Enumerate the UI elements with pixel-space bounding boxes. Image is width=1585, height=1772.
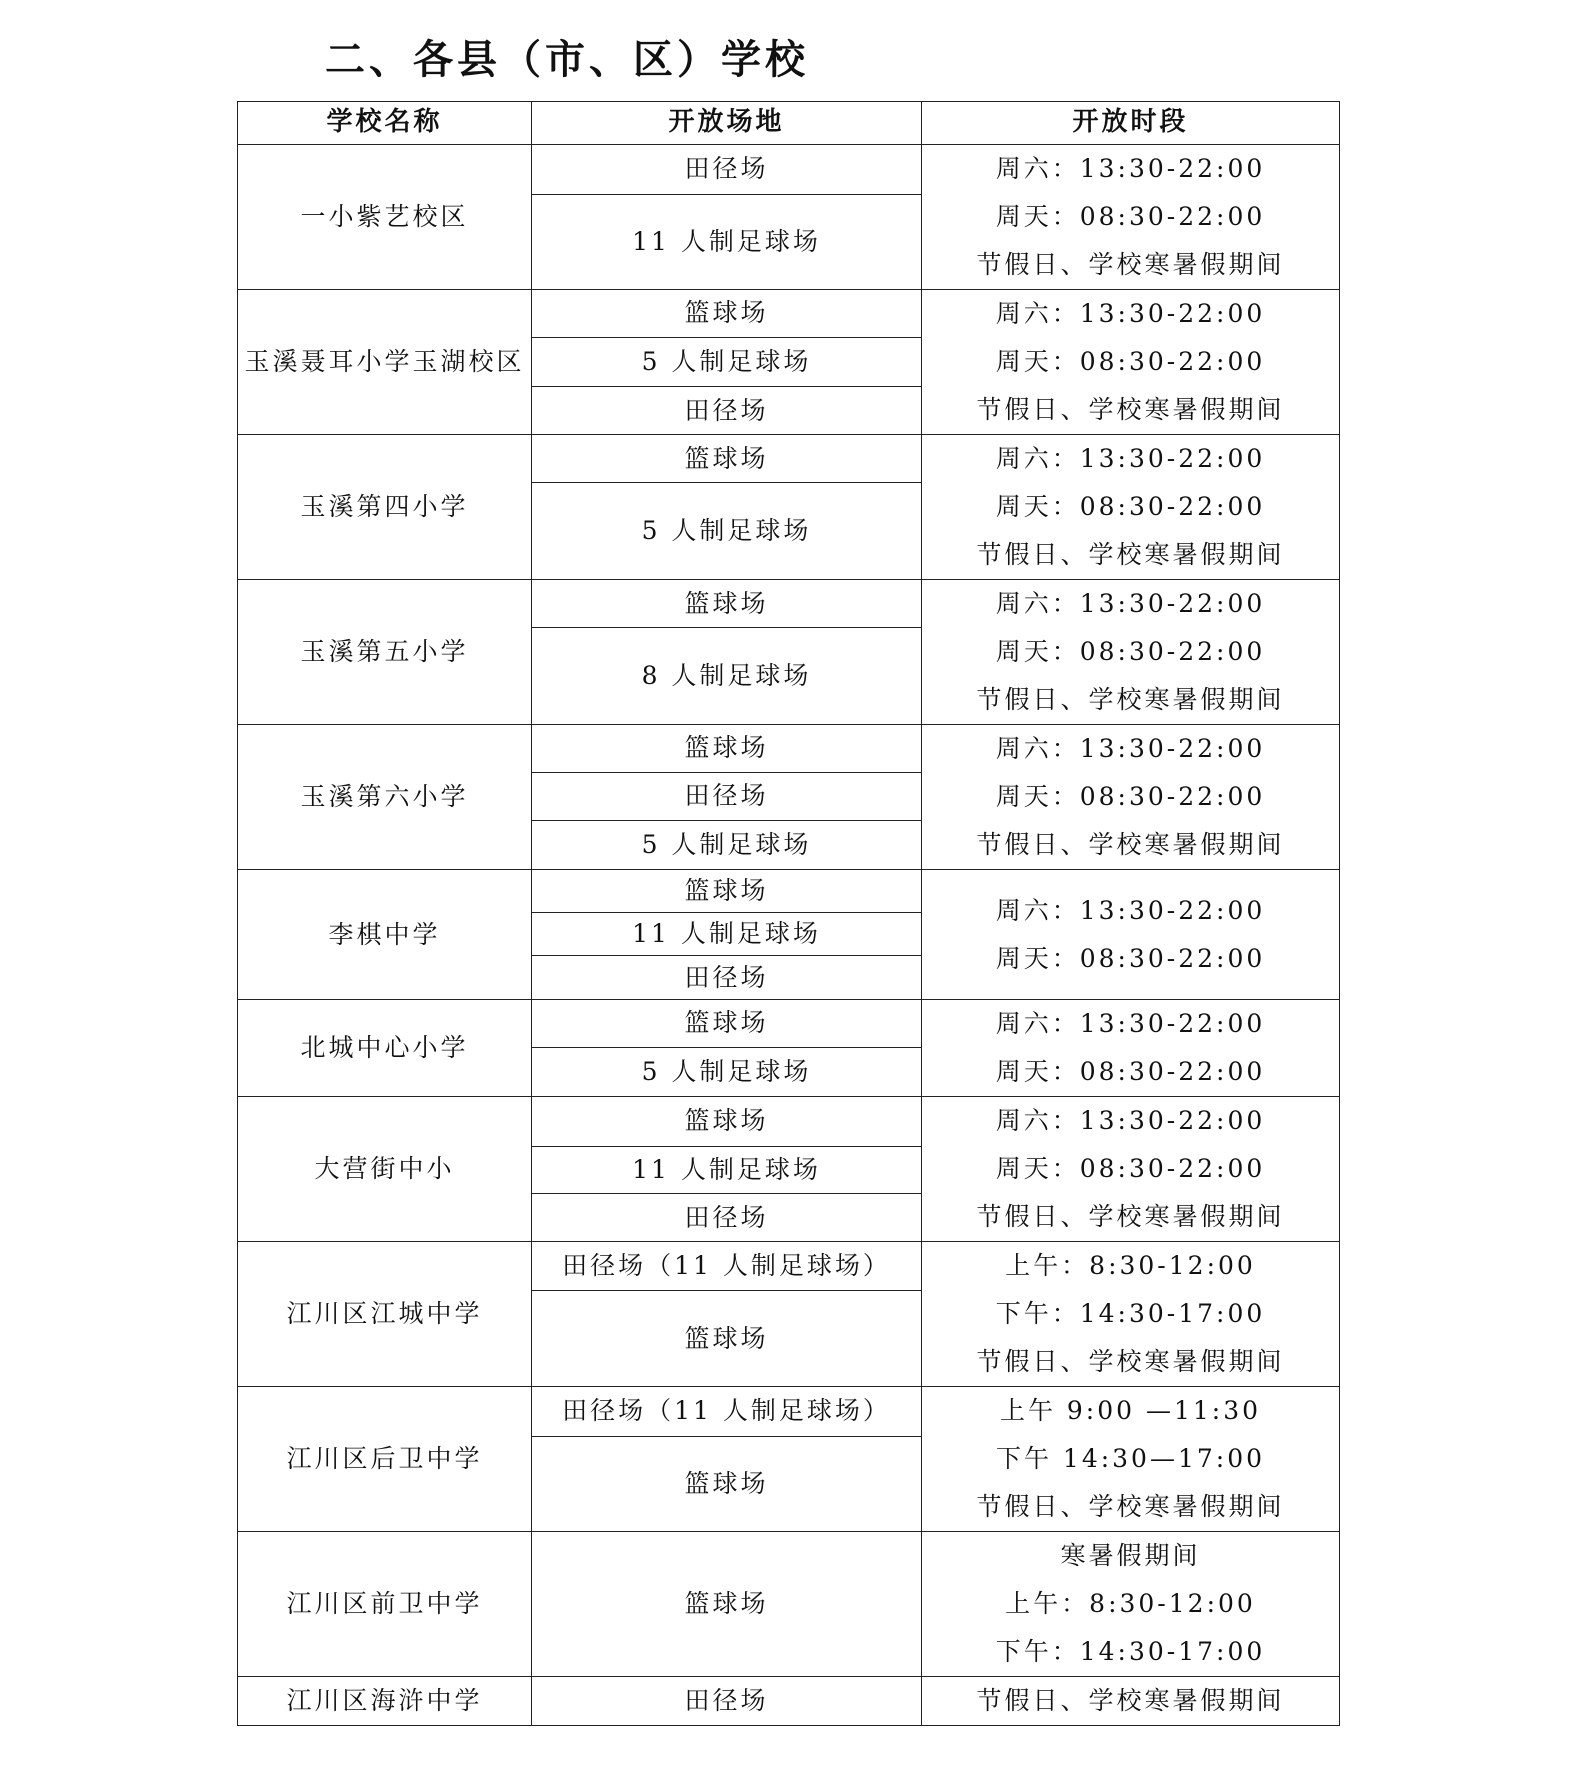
open-time-line: 周六：13:30-22:00 — [995, 444, 1266, 473]
table-body — [238, 145, 1340, 1726]
venue-cell: 田径场（11 人制足球场） — [532, 1387, 922, 1437]
school-name-cell: 李棋中学 — [238, 870, 532, 1000]
open-time-cell — [922, 870, 1340, 1000]
venue-cell: 田径场 — [532, 772, 922, 821]
venue-cell: 篮球场 — [532, 435, 922, 483]
venue-cell: 5 人制足球场 — [532, 1047, 922, 1096]
table-row — [238, 290, 1340, 338]
open-time-cell — [922, 1000, 1340, 1097]
header-venue: 开放场地 — [532, 102, 922, 145]
open-time-line: 周天：08:30-22:00 — [995, 492, 1266, 521]
open-time-line: 周天：08:30-22:00 — [995, 637, 1266, 666]
open-time-line: 节假日、学校寒暑假期间 — [976, 1347, 1285, 1376]
table-row — [238, 580, 1340, 628]
page-title: 二、各县（市、区）学校 — [325, 37, 809, 83]
school-name-cell: 江川区前卫中学 — [238, 1532, 532, 1677]
open-time-line: 节假日、学校寒暑假期间 — [976, 1492, 1285, 1521]
venue-cell: 田径场 — [532, 145, 922, 195]
open-time-line: 周天：08:30-22:00 — [995, 782, 1266, 811]
open-time-line: 节假日、学校寒暑假期间 — [976, 1202, 1285, 1231]
open-time-line: 周六：13:30-22:00 — [995, 734, 1266, 763]
open-time-cell — [922, 290, 1340, 435]
venue-cell: 篮球场 — [532, 290, 922, 338]
open-time-cell — [922, 1242, 1340, 1387]
venue-cell: 篮球场 — [532, 1000, 922, 1048]
open-time-cell — [922, 1677, 1340, 1726]
venue-cell: 5 人制足球场 — [532, 821, 922, 870]
venue-cell: 8 人制足球场 — [532, 628, 922, 725]
school-name-cell: 一小紫艺校区 — [238, 145, 532, 290]
open-time-cell — [922, 145, 1340, 290]
venue-cell: 篮球场 — [532, 1436, 922, 1531]
table-row — [238, 1000, 1340, 1048]
open-time-line: 下午：14:30-17:00 — [995, 1299, 1266, 1328]
venue-cell: 田径场 — [532, 387, 922, 435]
school-name-cell: 玉溪第六小学 — [238, 725, 532, 870]
open-time-cell — [922, 1097, 1340, 1242]
open-time-cell — [922, 1387, 1340, 1532]
table-row — [238, 435, 1340, 483]
open-time-cell — [922, 725, 1340, 870]
venue-cell: 篮球场 — [532, 870, 922, 913]
venue-cell: 11 人制足球场 — [532, 194, 922, 289]
open-time-line: 下午：14:30-17:00 — [995, 1637, 1266, 1666]
venue-cell: 篮球场 — [532, 580, 922, 628]
venue-cell: 篮球场 — [532, 1097, 922, 1147]
table-row — [238, 870, 1340, 913]
venue-cell: 篮球场 — [532, 725, 922, 773]
open-time-line: 周六：13:30-22:00 — [995, 154, 1266, 183]
table-row — [238, 1242, 1340, 1291]
header-open-time: 开放时段 — [922, 102, 1340, 145]
open-time-line: 周六：13:30-22:00 — [995, 895, 1266, 925]
table-row — [238, 1677, 1340, 1726]
venue-cell: 5 人制足球场 — [532, 483, 922, 580]
open-time-line: 周六：13:30-22:00 — [995, 299, 1266, 328]
open-time-line: 周六：13:30-22:00 — [995, 1106, 1266, 1135]
table-row — [238, 1532, 1340, 1677]
table-row — [238, 1387, 1340, 1437]
open-time-line: 节假日、学校寒暑假期间 — [976, 540, 1285, 569]
table-row — [238, 145, 1340, 195]
school-name-cell: 江川区海浒中学 — [238, 1677, 532, 1726]
venue-cell: 田径场（11 人制足球场） — [532, 1242, 922, 1291]
open-time-line: 周天：08:30-22:00 — [995, 1057, 1266, 1086]
open-time-line: 下午 14:30—17:00 — [995, 1444, 1266, 1473]
table-row — [238, 1097, 1340, 1147]
venue-cell: 5 人制足球场 — [532, 337, 922, 386]
open-time-line: 周天：08:30-22:00 — [995, 347, 1266, 376]
open-time-cell — [922, 435, 1340, 580]
open-time-line: 节假日、学校寒暑假期间 — [976, 395, 1285, 424]
venue-cell: 田径场 — [532, 1677, 922, 1726]
open-time-line: 节假日、学校寒暑假期间 — [976, 250, 1285, 279]
venue-cell: 田径场 — [532, 1194, 922, 1242]
open-time-line: 周天：08:30-22:00 — [995, 1154, 1266, 1183]
venue-cell: 篮球场 — [532, 1291, 922, 1387]
school-name-cell: 江川区江城中学 — [238, 1242, 532, 1387]
venue-cell: 11 人制足球场 — [532, 913, 922, 956]
open-time-line: 周六：13:30-22:00 — [995, 589, 1266, 618]
venue-cell: 篮球场 — [532, 1532, 922, 1677]
open-time-line: 节假日、学校寒暑假期间 — [976, 830, 1285, 859]
school-name-cell: 北城中心小学 — [238, 1000, 532, 1097]
header-school-name: 学校名称 — [238, 102, 532, 145]
venue-cell: 田径场 — [532, 956, 922, 1000]
school-name-cell: 玉溪第四小学 — [238, 435, 532, 580]
school-name-cell: 玉溪聂耳小学玉湖校区 — [238, 290, 532, 435]
open-time-line: 节假日、学校寒暑假期间 — [976, 685, 1285, 714]
table-header-row — [238, 102, 1340, 145]
school-name-cell: 大营街中小 — [238, 1097, 532, 1242]
open-time-cell — [922, 580, 1340, 725]
open-time-line: 周天：08:30-22:00 — [995, 943, 1266, 973]
open-time-line: 周六：13:30-22:00 — [995, 1009, 1266, 1038]
school-name-cell: 玉溪第五小学 — [238, 580, 532, 725]
open-time-line: 寒暑假期间 — [1060, 1541, 1201, 1570]
open-time-line: 上午：8:30-12:00 — [1005, 1251, 1256, 1280]
open-time-line: 周天：08:30-22:00 — [995, 202, 1266, 231]
school-schedule-table — [237, 101, 1340, 1726]
school-name-cell: 江川区后卫中学 — [238, 1387, 532, 1532]
open-time-cell — [922, 1532, 1340, 1677]
open-time-line: 节假日、学校寒暑假期间 — [976, 1686, 1285, 1715]
open-time-line: 上午 9:00 —11:30 — [999, 1396, 1262, 1425]
venue-cell: 11 人制足球场 — [532, 1146, 922, 1194]
open-time-line: 上午：8:30-12:00 — [1005, 1589, 1256, 1618]
table-row — [238, 725, 1340, 773]
